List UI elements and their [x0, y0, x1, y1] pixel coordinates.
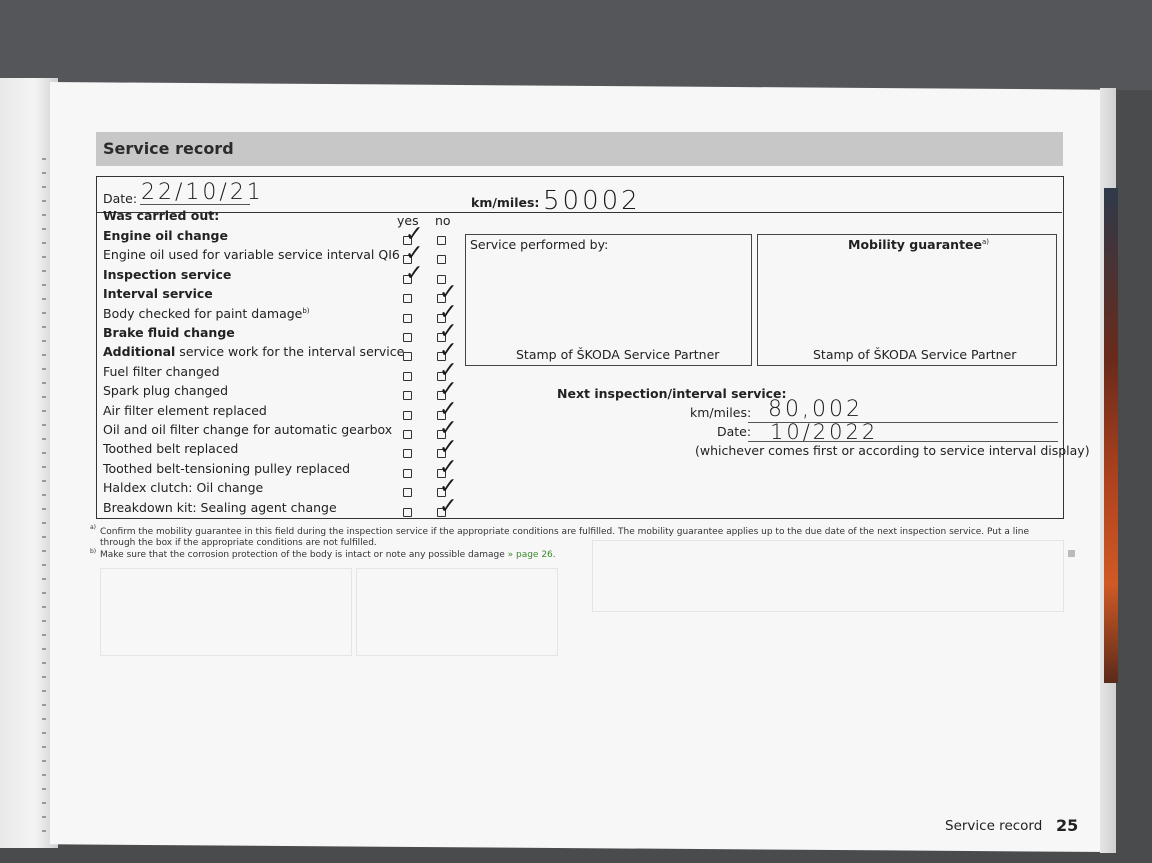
- checklist-item-label: Oil and oil filter change for automatic gearbox: [103, 422, 393, 437]
- checklist-item: [103, 461, 350, 476]
- show-through-box: [100, 568, 352, 656]
- background-photo-strip: [1104, 188, 1118, 683]
- checklist-item-label: Spark plug changed: [103, 383, 229, 398]
- checkbox-yes[interactable]: [403, 469, 412, 478]
- next-date-value[interactable]: 10/2022: [770, 420, 879, 444]
- checklist-item-label: Haldex clutch: Oil change: [103, 480, 264, 495]
- handwritten-tick-icon: ✓: [405, 222, 424, 247]
- date-value[interactable]: 22/10/21: [141, 180, 264, 205]
- handwritten-tick-icon: ✓: [439, 397, 458, 422]
- checkbox-yes[interactable]: [403, 411, 412, 420]
- handwritten-tick-icon: ✓: [439, 358, 458, 383]
- handwritten-tick-icon: ✓: [439, 474, 458, 499]
- checklist-item-label: Brake fluid change: [103, 325, 235, 340]
- mobility-stamp-caption: Stamp of ŠKODA Service Partner: [813, 347, 1017, 362]
- footnote-b-mark: b): [90, 548, 97, 555]
- mobility-guarantee-label: Mobility guarantee: [848, 237, 983, 252]
- footer-section: Service record: [945, 818, 1043, 834]
- footnote-ref: b): [302, 306, 310, 315]
- checklist-item-label: Toothed belt replaced: [103, 441, 239, 456]
- checkbox-yes[interactable]: [403, 430, 412, 439]
- service-stamp-caption: Stamp of ŠKODA Service Partner: [516, 347, 720, 362]
- yes-column-header: yes: [397, 213, 419, 228]
- date-underline: [140, 204, 250, 205]
- checklist-item: [103, 267, 231, 282]
- checklist-item-label: Additional: [103, 344, 176, 359]
- checklist-item: [103, 403, 267, 418]
- binding-holes: [42, 158, 46, 838]
- next-date-line: [748, 441, 1058, 442]
- checklist-item: [103, 500, 337, 515]
- checkbox-yes[interactable]: [403, 314, 412, 323]
- checklist-item: [103, 383, 228, 398]
- km-label: km/miles:: [471, 195, 540, 210]
- checklist-item-label: Breakdown kit: Sealing agent change: [103, 500, 337, 515]
- next-service-note: (whichever comes first or according to service interval display): [695, 443, 1090, 458]
- page-link[interactable]: » page 26.: [507, 550, 556, 560]
- handwritten-tick-icon: ✓: [405, 261, 424, 286]
- service-performed-title: Service performed by:: [470, 237, 609, 252]
- checkbox-no[interactable]: [437, 255, 446, 264]
- checklist-item: [103, 441, 238, 456]
- checkbox-yes[interactable]: [403, 391, 412, 400]
- checklist-item: [103, 344, 404, 359]
- checklist-item: [103, 480, 263, 495]
- checkbox-yes[interactable]: [403, 333, 412, 342]
- handwritten-tick-icon: ✓: [439, 435, 458, 460]
- handwritten-tick-icon: ✓: [439, 377, 458, 402]
- checklist-item-label: Interval service: [103, 286, 213, 301]
- footnote-a-line2: through the box if the appropriate conditions are not fulfilled.: [100, 538, 377, 548]
- handwritten-tick-icon: ✓: [439, 494, 458, 519]
- checklist-item-label: Engine oil used for variable service interval QI6: [103, 247, 400, 262]
- left-page-edge: [0, 78, 58, 848]
- section-header: [96, 132, 1063, 166]
- page-title: Service record: [103, 139, 234, 158]
- footnote-b-text: Make sure that the corrosion protection of the body is intact or note any possible damage: [100, 550, 505, 560]
- handwritten-tick-icon: ✓: [439, 338, 458, 363]
- checklist-item-label: Toothed belt-tensioning pulley replaced: [103, 461, 351, 476]
- footnote-ref: a): [982, 237, 990, 246]
- next-service-title: Next inspection/interval service:: [557, 386, 787, 401]
- date-label: Date:: [103, 191, 138, 206]
- checklist-item: [103, 306, 310, 321]
- footnote-a-mark: a): [90, 524, 97, 531]
- handwritten-tick-icon: ✓: [439, 416, 458, 441]
- handwritten-tick-icon: ✓: [439, 455, 458, 480]
- checkbox-yes[interactable]: [403, 294, 412, 303]
- checklist-item: [103, 286, 213, 301]
- page-number: 25: [1056, 816, 1079, 835]
- checklist-item-label: Fuel filter changed: [103, 364, 220, 379]
- footnote-b: [100, 550, 556, 560]
- mobility-guarantee-box[interactable]: [757, 234, 1057, 366]
- checklist-item-label-rest: service work for the interval service: [175, 344, 405, 359]
- margin-marker: [1068, 550, 1075, 557]
- footnote-a-line1: Confirm the mobility guarantee in this field during the inspection service if the appropriate conditions are fulfilled. The mobility guarantee applies up to the due date of the next inspection service. Put a line: [100, 527, 1030, 537]
- checkbox-yes[interactable]: [403, 508, 412, 517]
- checklist-item: [103, 422, 392, 437]
- handwritten-tick-icon: ✓: [439, 280, 458, 305]
- checkbox-yes[interactable]: [403, 488, 412, 497]
- checklist-item: [103, 228, 228, 243]
- checkbox-yes[interactable]: [403, 449, 412, 458]
- next-km-label: km/miles:: [690, 405, 752, 420]
- checklist-item: [103, 364, 220, 379]
- checklist-item-label: Body checked for paint damage: [103, 306, 303, 321]
- checklist-item-label: Engine oil change: [103, 228, 228, 243]
- show-through-box: [592, 540, 1064, 612]
- km-value[interactable]: 50002: [543, 186, 641, 216]
- show-through-box: [356, 568, 558, 656]
- handwritten-tick-icon: ✓: [439, 300, 458, 325]
- background: [0, 0, 1152, 90]
- next-km-value[interactable]: 80,002: [768, 397, 863, 422]
- handwritten-tick-icon: ✓: [405, 241, 424, 266]
- checkbox-no[interactable]: [437, 236, 446, 245]
- next-date-label: Date:: [717, 424, 752, 439]
- carried-out-label: Was carried out:: [103, 208, 220, 223]
- service-performed-box[interactable]: [465, 234, 752, 366]
- checklist-item: [103, 247, 400, 262]
- checklist-item-label: Inspection service: [103, 267, 232, 282]
- no-column-header: no: [435, 213, 451, 228]
- checklist-item-label: Air filter element replaced: [103, 403, 267, 418]
- mobility-guarantee-title: [848, 237, 989, 252]
- handwritten-tick-icon: ✓: [439, 319, 458, 344]
- checkbox-yes[interactable]: [403, 352, 412, 361]
- checkbox-yes[interactable]: [403, 372, 412, 381]
- checklist-item: [103, 325, 235, 340]
